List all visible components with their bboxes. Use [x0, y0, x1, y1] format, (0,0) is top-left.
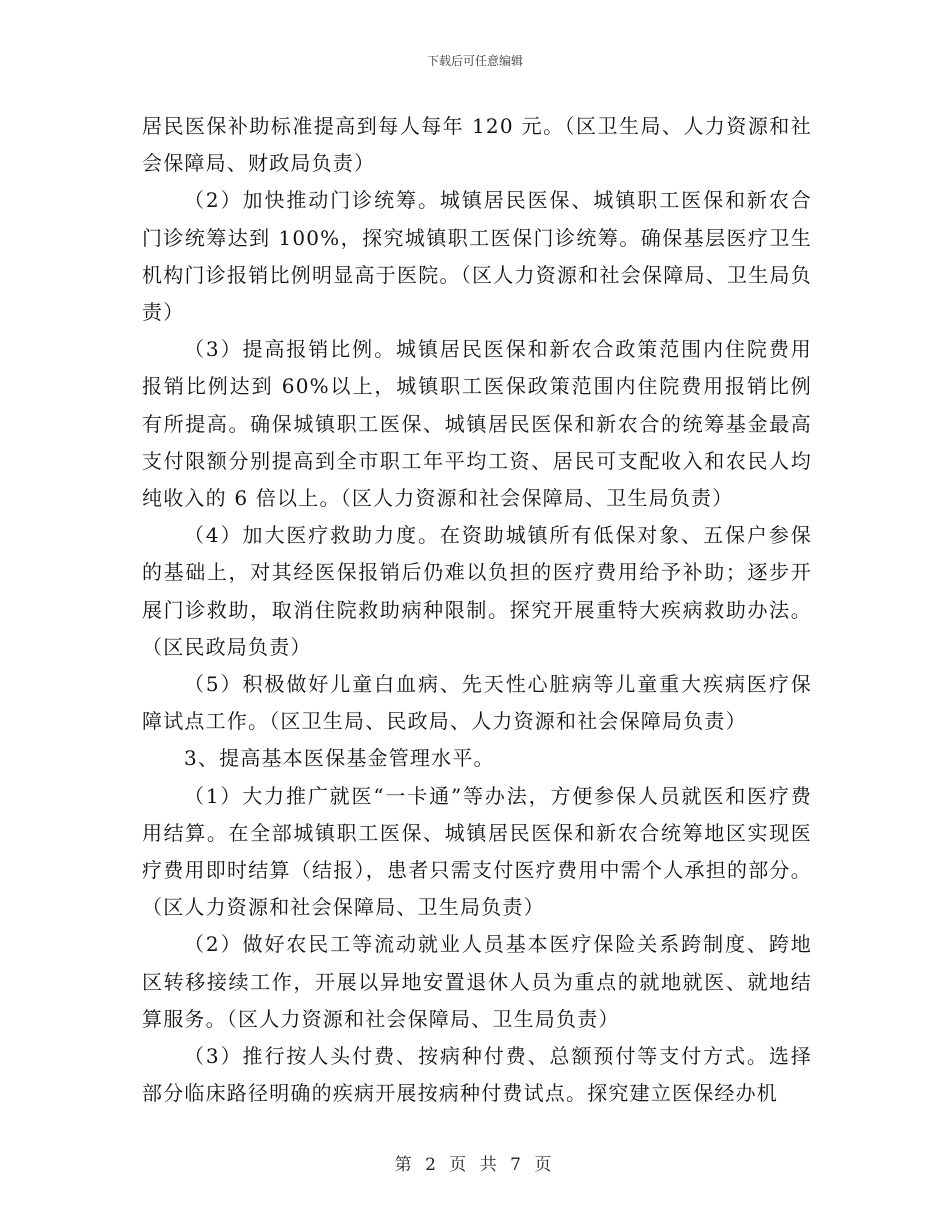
paragraph: （3）提高报销比例。城镇居民医保和新农合政策范围内住院费用报销比例达到 60%以上，城镇职工医保政策范围内住院费用报销比例有所提高。确保城镇职工医保、城镇居民医保和新农合的统筹基金最高支付限额分别提高到全市职工年平均工资、居民可支配收入和农民人均纯收入的 6 倍以上。（区人力资源和社会保障局、卫生局负责）: [142, 337, 812, 511]
paragraph: （3）推行按人头付费、按病种付费、总额预付等支付方式。选择部分临床路径明确的疾病开展按病种付费试点。探究建立医保经办机: [142, 1044, 812, 1106]
document-body: [142, 108, 812, 1112]
paragraph: （4）加大医疗救助力度。在资助城镇所有低保对象、五保户参保的基础上，对其经医保报销后仍难以负担的医疗费用给予补助；逐步开展门诊救助，取消住院救助病种限制。探究开展重特大疾病救助办法。（区民政局负责）: [142, 523, 812, 659]
paragraph: （1）大力推广就医“一卡通”等办法，方便参保人员就医和医疗费用结算。在全部城镇职工医保、城镇居民医保和新农合统筹地区实现医疗费用即时结算（结报），患者只需支付医疗费用中需个人承担的部分。（区人力资源和社会保障局、卫生局负责）: [142, 783, 812, 920]
paragraph: 居民医保补助标准提高到每人每年 120 元。（区卫生局、人力资源和社会保障局、财政局负责）: [142, 114, 812, 176]
paragraph: （5）积极做好儿童白血病、先天性心脏病等儿童重大疾病医疗保障试点工作。（区卫生局、民政局、人力资源和社会保障局负责）: [142, 672, 812, 734]
paragraph: （2）做好农民工等流动就业人员基本医疗保险关系跨制度、跨地区转移接续工作，开展以异地安置退休人员为重点的就地就医、就地结算服务。（区人力资源和社会保障局、卫生局负责）: [142, 932, 812, 1031]
page-number-footer: 第 2 页 共 7 页: [394, 1155, 556, 1175]
section-heading: 3、提高基本医保基金管理水平。: [184, 746, 495, 771]
paragraph: （2）加快推动门诊统筹。城镇居民医保、城镇职工医保和新农合门诊统筹达到 100%，探究城镇职工医保门诊统筹。确保基层医疗卫生机构门诊报销比例明显高于医院。（区人力资源和社会保障局、卫生局负责）: [142, 188, 812, 325]
page-header-note: 下载后可任意编辑: [426, 54, 523, 68]
